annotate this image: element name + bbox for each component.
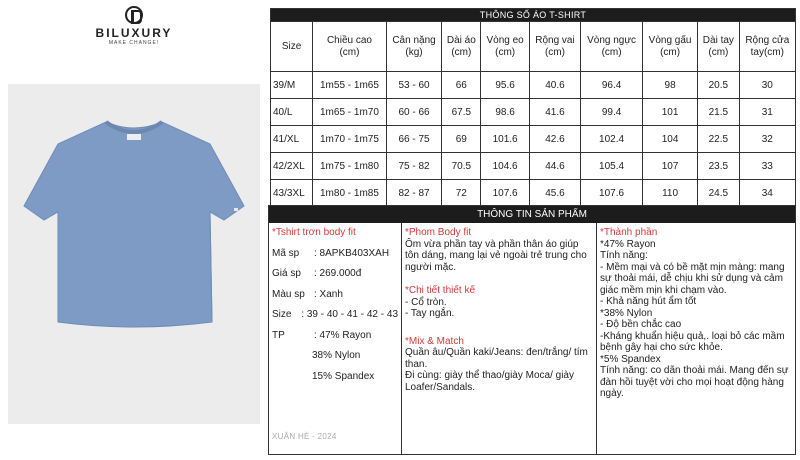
size-cell: 105.4	[581, 153, 643, 180]
composition-item: 38% Nylon	[312, 350, 361, 361]
size-cell: 1m55 - 1m65	[313, 72, 387, 99]
material-line: Tính năng:	[600, 250, 648, 261]
logo-icon	[125, 6, 143, 24]
mix-line: Đi cùng: giày thể thao/giày Moca/ giày Loafer/Sandals.	[405, 370, 574, 393]
spec-value: : 39 - 40 - 41 - 42 - 43	[301, 309, 398, 320]
size-cell: 75 - 82	[386, 153, 442, 180]
size-chart-table	[270, 8, 796, 207]
size-cell: 22.5	[698, 126, 740, 153]
product-photo	[8, 84, 260, 424]
detail-item: - Cổ tròn.	[405, 296, 447, 308]
spec-row	[272, 268, 398, 280]
size-cell: 1m70 - 1m75	[313, 126, 387, 153]
spec-row	[272, 330, 398, 342]
size-cell: 23.5	[698, 153, 740, 180]
material-line: - Độ bền chắc cao	[600, 319, 682, 330]
size-cell: 1m80 - 1m85	[313, 180, 387, 207]
size-cell: 67.5	[442, 99, 481, 126]
size-cell: 110	[643, 180, 698, 207]
spec-key: TP	[272, 329, 285, 341]
size-cell: 41.6	[529, 99, 580, 126]
material-line: - Khả năng hút ẩm tốt	[600, 296, 697, 307]
size-cell: 60 - 66	[386, 99, 442, 126]
size-cell: 31	[739, 99, 795, 126]
size-cell: 98.6	[481, 99, 530, 126]
spec-value: : Xanh	[314, 288, 343, 300]
spec-list	[272, 248, 398, 342]
size-cell: 107	[643, 153, 698, 180]
size-cell: 104	[643, 126, 698, 153]
size-cell: 40/L	[271, 99, 313, 126]
size-cell: 69	[442, 126, 481, 153]
body-fit-title: *Phom Body fit	[405, 227, 472, 238]
material-title: *Thành phần	[600, 227, 658, 238]
size-cell: 42.6	[529, 126, 580, 153]
size-row	[271, 153, 796, 180]
size-cell: 41/XL	[271, 126, 313, 153]
spec-key: Size	[272, 309, 292, 320]
mix-line: Quần âu/Quần kaki/Jeans: đen/trắng/ tím than.	[405, 347, 588, 370]
size-cell: 24.5	[698, 180, 740, 207]
material-line: *47% Rayon	[600, 238, 656, 250]
material-line: - Mềm mại và có bề mặt mịn màng: mang sự thoải mái, dễ chịu khi sử dụng và cảm giác mềm mịn khi chạm vào.	[600, 261, 785, 296]
size-cell: 39/M	[271, 72, 313, 99]
size-cell: 72	[442, 180, 481, 207]
spec-value: : 8APKB403XAH	[314, 247, 390, 259]
size-header-cell: Dài tay (cm)	[698, 22, 740, 72]
composition-list	[272, 350, 398, 382]
left-panel	[0, 0, 268, 460]
size-chart-header	[271, 22, 796, 72]
size-cell: 102.4	[581, 126, 643, 153]
size-cell: 34	[739, 180, 795, 207]
tshirt-image	[8, 84, 260, 424]
size-cell: 44.6	[529, 153, 580, 180]
size-cell: 45.6	[529, 180, 580, 207]
size-header-cell: Cân nặng (kg)	[386, 22, 442, 72]
size-cell: 40.6	[529, 72, 580, 99]
spec-row	[272, 309, 398, 321]
size-cell: 101	[643, 99, 698, 126]
size-header-cell: Vòng eo (cm)	[481, 22, 530, 72]
size-cell: 96.4	[581, 72, 643, 99]
mix-title: *Mix & Match	[405, 335, 464, 347]
size-header-cell: Vòng ngực (cm)	[581, 22, 643, 72]
spec-row	[272, 248, 398, 260]
size-header-cell: Rộng cửa tay(cm)	[739, 22, 795, 72]
size-header-cell: Vòng gấu (cm)	[643, 22, 698, 72]
brand-name: BILUXURY	[95, 26, 173, 40]
material-line: -Kháng khuẩn hiệu quả,. loại bỏ các mầm bệnh gây hại cho sức khỏe.	[600, 330, 785, 353]
size-header-cell: Chiều cao (cm)	[313, 22, 387, 72]
size-header-cell: Rộng vai (cm)	[529, 22, 580, 72]
size-row	[271, 126, 796, 153]
size-cell: 95.6	[481, 72, 530, 99]
size-header-cell: Size	[271, 22, 313, 72]
product-name: *Tshirt trơn body fit	[272, 227, 356, 238]
size-cell: 70.5	[442, 153, 481, 180]
material-line: *5% Spandex	[600, 353, 661, 365]
product-info-box	[268, 205, 796, 455]
size-cell: 53 - 60	[386, 72, 442, 99]
size-header-cell: Dài áo (cm)	[442, 22, 481, 72]
size-cell: 98	[643, 72, 698, 99]
size-cell: 21.5	[698, 99, 740, 126]
size-cell: 101.6	[481, 126, 530, 153]
body-fit-text: Ôm vừa phần tay và phần thân áo giúp tôn dáng, mang lại vẻ ngoài trẻ trung cho người mặc.	[405, 238, 587, 273]
product-specs-column	[269, 223, 402, 454]
size-cell: 32	[739, 126, 795, 153]
size-cell: 1m75 - 1m80	[313, 153, 387, 180]
brand-tagline: MAKE CHANGE!	[108, 40, 160, 46]
material-line: *38% Nylon	[600, 307, 653, 319]
spec-key: Mã sp	[272, 247, 300, 259]
size-cell: 107.6	[581, 180, 643, 207]
detail-title: *Chi tiết thiết kế	[405, 285, 476, 296]
size-cell: 99.4	[581, 99, 643, 126]
material-line: Tính năng: co dãn thoải mái. Mang đến sự đàn hồi tuyệt vời cho mọi hoạt động hàng ngày.	[600, 365, 789, 399]
detail-item: - Tay ngắn.	[405, 308, 455, 319]
composition-item: 15% Spandex	[312, 370, 375, 382]
brand-logo	[74, 6, 194, 46]
material-column	[597, 223, 795, 454]
size-cell: 104.6	[481, 153, 530, 180]
season-label: XUÂN HÈ - 2024	[272, 432, 337, 441]
size-cell: 20.5	[698, 72, 740, 99]
size-chart-body	[271, 72, 796, 207]
size-cell: 82 - 87	[386, 180, 442, 207]
size-cell: 1m65 - 1m70	[313, 99, 387, 126]
spec-value: : 269.000đ	[314, 268, 362, 279]
spec-key: Màu sp	[272, 288, 305, 300]
size-cell: 42/2XL	[271, 153, 313, 180]
size-cell: 33	[739, 153, 795, 180]
product-info-title: THÔNG TIN SẢN PHẨM	[269, 206, 795, 223]
size-cell: 43/3XL	[271, 180, 313, 207]
size-row	[271, 180, 796, 207]
size-cell: 107.6	[481, 180, 530, 207]
size-row	[271, 72, 796, 99]
size-chart-title: THÔNG SỐ ÁO T-SHIRT	[271, 9, 796, 22]
fit-and-style-column	[402, 223, 597, 454]
spec-row	[272, 289, 398, 301]
spec-value: : 47% Rayon	[314, 329, 372, 341]
size-cell: 30	[739, 72, 795, 99]
spec-key: Giá sp	[272, 268, 301, 279]
detail-list	[405, 297, 593, 320]
material-list	[600, 239, 792, 400]
size-row	[271, 99, 796, 126]
size-cell: 66 - 75	[386, 126, 442, 153]
size-cell: 66	[442, 72, 481, 99]
